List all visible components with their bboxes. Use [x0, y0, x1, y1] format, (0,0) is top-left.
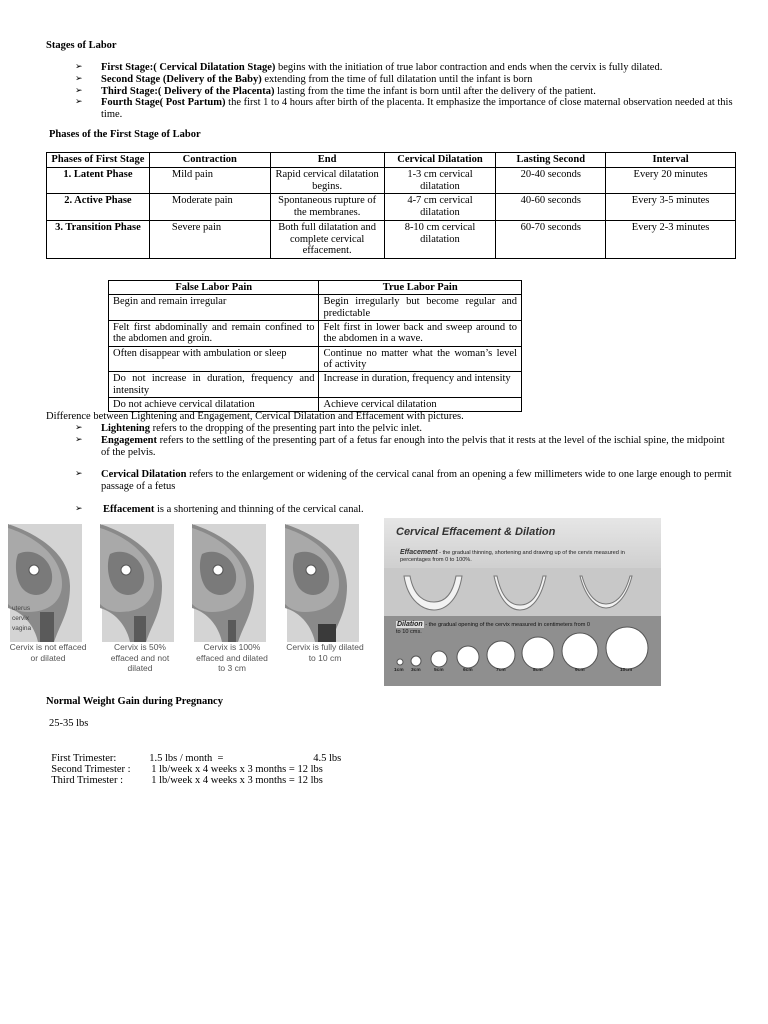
stages-title: Stages of Labor	[46, 40, 117, 51]
table-cell: 2. Active Phase	[47, 194, 150, 221]
figure-title: Cervical Effacement & Dilation	[396, 526, 556, 538]
table-header: Phases of First Stage	[47, 153, 150, 168]
table-cell: Achieve cervical dilatation	[319, 397, 522, 411]
arrow-bullet-icon: ➢	[75, 503, 83, 514]
caption-50-effaced: Cervix is 50% effaced and not dilated	[110, 642, 170, 674]
table-row	[109, 372, 522, 398]
weight-row	[46, 763, 323, 787]
list-item: ➢ First Stage:( Cervical Dilatation Stage) begins with the initiation of true labor contraction and ends when the cervix is fully dilated.	[75, 62, 663, 73]
table-cell: Severe pain	[149, 220, 270, 258]
effacement-label: Effacement	[400, 549, 438, 556]
labor-pain-table	[108, 280, 522, 412]
table-header-row	[47, 153, 736, 168]
list-item: ➢ Cervical Dilatation refers to the enlargement or widening of the cervical canal from an opening a few millimeters wide to one large enough to permit passage of a fetus	[75, 469, 732, 492]
table-cell: 60-70 seconds	[496, 220, 606, 258]
weight-row-result: 4.5 lbs	[313, 752, 342, 764]
table-header: False Labor Pain	[109, 281, 319, 295]
table-cell: Mild pain	[149, 167, 270, 194]
uterus-stage-2-image	[100, 524, 176, 642]
table-cell: Every 20 minutes	[606, 167, 736, 194]
circle-label: 3cm	[411, 668, 421, 673]
table-row	[109, 397, 522, 411]
table-cell: Begin and remain irregular	[109, 295, 319, 321]
circle-label: 9cm	[575, 668, 585, 673]
table-cell: Often disappear with ambulation or sleep	[109, 346, 319, 372]
table-header: Lasting Second	[496, 153, 606, 168]
table-row	[109, 320, 522, 346]
caption-not-effaced: Cervix is not effaced or dilated	[9, 642, 87, 663]
arrow-bullet-icon: ➢	[75, 62, 83, 72]
table-cell: 40-60 seconds	[496, 194, 606, 221]
uterus-figure	[8, 524, 378, 684]
circle-label: 10cm	[620, 668, 633, 673]
table-cell: 1-3 cm cervical dilatation	[384, 167, 496, 194]
caption-fully-dilated: Cervix is fully dilated to 10 cm	[286, 642, 364, 663]
list-item: ➢ Effacement is a shortening and thinning of the cervical canal.	[75, 503, 364, 515]
table-header: True Labor Pain	[319, 281, 522, 295]
uterus-stage-4-image	[285, 524, 361, 642]
weight-row-label: First Trimester:	[51, 752, 117, 764]
phases-table	[46, 152, 736, 259]
arrow-bullet-icon: ➢	[75, 97, 83, 108]
table-row	[109, 346, 522, 372]
weight-row-label: Third Trimester :	[51, 774, 124, 786]
arrow-bullet-icon: ➢	[75, 423, 83, 433]
table-header: End	[270, 153, 384, 168]
weight-row-calc: 1.5 lbs / month =	[149, 752, 224, 764]
uterus-stage-3-image	[192, 524, 268, 642]
caption-100-effaced: Cervix is 100% effaced and dilated to 3 cm	[196, 642, 268, 674]
arrow-bullet-icon: ➢	[75, 434, 83, 445]
table-header-row	[109, 281, 522, 295]
weight-row-calc: 1 lb/week x 4 weeks x 3 months = 12 lbs	[151, 774, 323, 786]
table-cell: Felt first in lower back and sweep around to the abdomen in a wave.	[319, 320, 522, 346]
list-item: ➢ Lightening refers to the dropping of the presenting part into the pelvic inlet.	[75, 423, 423, 434]
effacement-desc: - the gradual thinning, shortening and drawing up of the cervix measured in percentages from 0 to 100%.	[400, 550, 625, 564]
table-row	[47, 220, 736, 258]
table-cell: 1. Latent Phase	[47, 167, 150, 194]
weight-row-label: Second Trimester :	[51, 763, 131, 775]
table-cell: Increase in duration, frequency and intensity	[319, 372, 522, 398]
table-cell: Every 2-3 minutes	[606, 220, 736, 258]
weight-total: 25-35 lbs	[49, 718, 89, 729]
arrow-bullet-icon: ➢	[75, 85, 83, 96]
list-item: ➢ Second Stage (Delivery of the Baby) extending from the time of full dilatation until the infant is born	[75, 73, 533, 85]
table-cell: Both full dilatation and complete cervical effacement.	[270, 220, 384, 258]
table-cell: Do not increase in duration, frequency and intensity	[109, 372, 319, 398]
table-cell: Felt first abdominally and remain confined to the abdomen and groin.	[109, 320, 319, 346]
circle-label: 5cm	[434, 668, 444, 673]
table-cell: 20-40 seconds	[496, 167, 606, 194]
uterus-diagram-image	[8, 524, 378, 642]
table-cell: 4-7 cm cervical dilatation	[384, 194, 496, 221]
list-item: ➢ Third Stage:( Delivery of the Placenta) lasting from the time the infant is born until after the delivery of the patient.	[75, 85, 596, 97]
table-cell: Spontaneous rupture of the membranes.	[270, 194, 384, 221]
table-cell: Moderate pain	[149, 194, 270, 221]
table-cell: Rapid cervical dilatation begins.	[270, 167, 384, 194]
weight-row-calc: 1 lb/week x 4 weeks x 3 months = 12 lbs	[151, 763, 323, 775]
dilation-desc: - the gradual opening of the cervix measured in centimeters from 0 to 10 cms.	[396, 622, 591, 636]
difference-list	[75, 423, 735, 516]
table-row	[47, 167, 736, 194]
circle-label: 1cm	[394, 668, 404, 673]
weight-title: Normal Weight Gain during Pregnancy	[46, 696, 223, 707]
list-item: ➢ Engagement refers to the settling of the presenting part of a fetus far enough into the pelvis that it rests at the level of the ischial spine, the midpoint of the pelvis.	[75, 434, 725, 458]
phases-title: Phases of the First Stage of Labor	[49, 129, 201, 140]
effacement-dilation-figure	[384, 518, 661, 686]
table-cell: 8-10 cm cervical dilatation	[384, 220, 496, 258]
arrow-bullet-icon: ➢	[75, 469, 83, 480]
list-item: ➢ Fourth Stage( Post Partum) the first 1 to 4 hours after birth of the placenta. It emphasize the importance of close maternal observation needed at this time.	[75, 97, 733, 120]
table-cell: Do not achieve cervical dilatation	[109, 397, 319, 411]
stages-list	[75, 62, 735, 121]
circle-label: 8cm	[533, 668, 543, 673]
difference-title: Difference between Lightening and Engagement, Cervical Dilatation and Effacement with pictures.	[46, 411, 464, 422]
table-header: Contraction	[149, 153, 270, 168]
table-cell: Begin irregularly but become regular and predictable	[319, 295, 522, 321]
table-cell: 3. Transition Phase	[47, 220, 150, 258]
label-vagina: vagina	[12, 624, 32, 632]
dilation-label: Dilation	[397, 621, 423, 628]
table-row	[109, 295, 522, 321]
table-cell: Every 3-5 minutes	[606, 194, 736, 221]
circle-label: 6cm	[463, 668, 473, 673]
label-uterus: uterus	[12, 605, 31, 612]
arrow-bullet-icon: ➢	[75, 73, 83, 84]
table-cell: Continue no matter what the woman’s level of activity	[319, 346, 522, 372]
table-row	[47, 194, 736, 221]
label-cervix: cervix	[12, 614, 29, 622]
circle-label: 7cm	[496, 668, 506, 673]
table-header: Interval	[606, 153, 736, 168]
table-header: Cervical Dilatation	[384, 153, 496, 168]
